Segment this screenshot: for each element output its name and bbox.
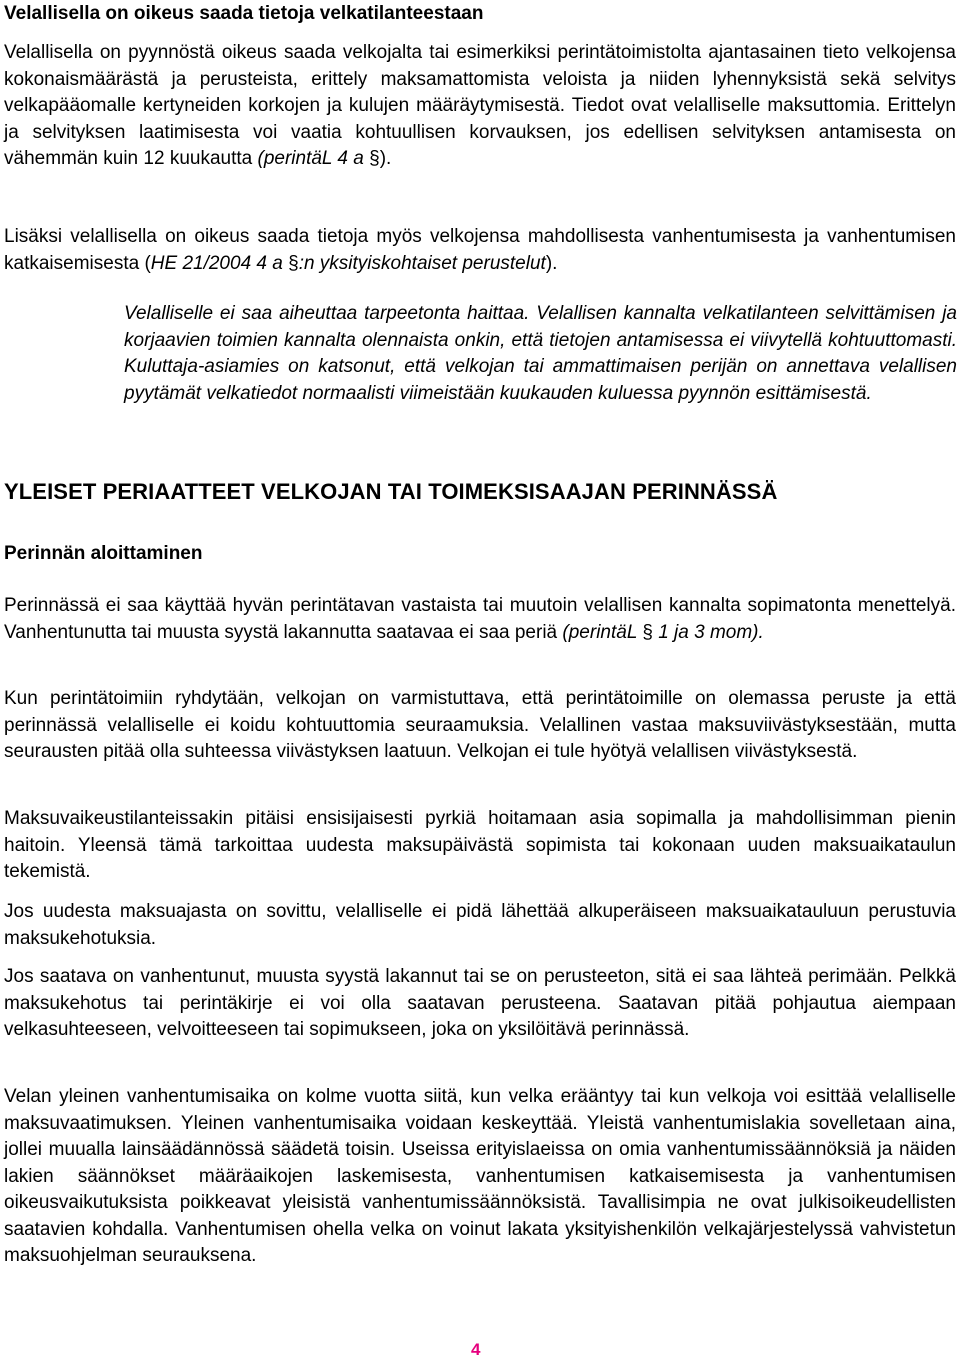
main-heading-collection-principles: YLEISET PERIAATTEET VELKOJAN TAI TOIMEKSISAAJAN PERINNÄSSÄ	[4, 479, 778, 504]
law-reference-close: ).	[545, 252, 558, 274]
law-reference: (perintäL	[562, 621, 643, 643]
paragraph-debtor-info-right	[4, 40, 956, 173]
section-sign: §	[642, 621, 653, 643]
law-reference: HE 21/2004 4 a	[150, 252, 289, 274]
section-heading-debtor-rights: Velallisella on oikeus saada tietoja velkatilanteestaan	[4, 3, 484, 24]
law-reference-detail: :n yksityiskohtaiset perustelut	[298, 252, 546, 274]
paragraph-expired-claim: Jos saatava on vanhentunut, muusta syystä lakannut tai se on perusteeton, sitä ei saa lähteä perimään. Pelkkä maksukehotus tai perintäkirje ei voi olla saatavan perusteena. Saatavan pitää pohjautua aiempaan velkasuhteeseen, velvoitteeseen tai sopimukseen, joka on yksilöitävä perinnässä.	[4, 966, 956, 1040]
page-number: 4	[471, 1340, 481, 1359]
paragraph-good-practice	[4, 593, 956, 646]
paragraph-text: Lisäksi velallisella on oikeus saada tietoja myös velkojensa mahdollisesta vanhentumisesta ja vanhentumisen katkaisemisesta (	[4, 226, 956, 274]
paragraph-new-payment-schedule: Jos uudesta maksuajasta on sovittu, velalliselle ei pidä lähettää alkuperäiseen maksuaikatauluun perustuvia maksukehotuksia.	[4, 901, 956, 949]
law-reference: (perintäL 4 a	[257, 148, 370, 169]
law-reference-close: ).	[379, 148, 392, 169]
subheading-starting-collection: Perinnän aloittaminen	[4, 543, 203, 564]
paragraph-payment-difficulties: Maksuvaikeustilanteissakin pitäisi ensisijaisesti pyrkiä hoitamaan asia sopimalla ja mahdollisimman pienin haitoin. Yleensä tämä tarkoittaa uudesta maksupäivästä sopimista tai kokonaan uuden maksuaikataulun tekemistä.	[4, 808, 956, 882]
section-sign: §	[369, 148, 380, 169]
paragraph-text: Velallisella on pyynnöstä oikeus saada velkojalta tai esimerkiksi perintätoimistolta ajantasainen tieto velkojensa kokonaismäärästä ja perusteista, erittely maksamattomista veloista ja niiden lyhennyksistä sekä selvitys velkapääomalle kertyneiden korkojen ja kulujen määräytymisestä. Tiedot ovat velalliselle maksuttomia. Erittelyn ja selvityksen laatimisesta voi vaatia kohtuullisen korvauksen, jos edellisen selvityksen antamisesta on vähemmän kuin 12 kuukautta	[4, 42, 956, 169]
paragraph-limitation-period: Velan yleinen vanhentumisaika on kolme vuotta siitä, kun velka erääntyy tai kun velkoja voi esittää velalliselle maksuvaatimuksen. Yleinen vanhentumisaika voidaan keskeyttää. Yleistä vanhentumislakia sovelletaan aina, jollei muualla lainsäädännössä säädetä toisin. Useissa erityislaeissa on omia vanhentumissäännöksiä ja näiden lakien säännökset määräaikojen laskemisesta, vanhentumisen katkaisemisesta ja vanhentumisen oikeusvaikutuksista poikkeavat yleisistä vanhentumissäännöksistä. Tavallisimpia ne ovat julkisoikeudellisten saatavien kohdalla. Vanhentumisen ohella velka on voinut lakata yksityishenkilön velkajärjestelyssä vahvistetun maksuohjelman seurauksena.	[4, 1086, 956, 1266]
section-sign: §	[288, 252, 299, 274]
law-reference-detail: 1 ja 3 mom).	[652, 621, 764, 643]
paragraph-text: Perinnässä ei saa käyttää hyvän perintätavan vastaista tai muutoin velallisen kannalta sopimatonta menettelyä. Vanhentunutta tai muusta syystä lakannutta saatavaa ei saa periä	[4, 595, 956, 643]
paragraph-expiry-info	[4, 224, 956, 277]
paragraph-collection-basis: Kun perintätoimiin ryhdytään, velkojan on varmistuttava, että perintätoimille on olemassa peruste ja että perinnässä velalliselle ei koidu kohtuuttomia seuraamuksia. Velallinen vastaa maksuviivästyksestään, mutta seurausten pitää olla suhteessa viivästyksen laatuun. Velkojan ei tule hyötyä velallisen viivästyksestä.	[4, 688, 956, 762]
paragraph-no-harm-indented: Velalliselle ei saa aiheuttaa tarpeetonta haittaa. Velallisen kannalta velkatilanteen selvittämisen ja korjaavien toimien kannalta olennaista onkin, että tietojen antamisessa ei viivytellä kohtuuttomasti. Kuluttaja-asiamies on katsonut, että velkojan tai ammattimaisen perijän on annettava velallisen pyytämät velkatiedot normaalisti viimeistään kuukauden kuluessa pyynnön esittämisestä.	[124, 303, 957, 404]
